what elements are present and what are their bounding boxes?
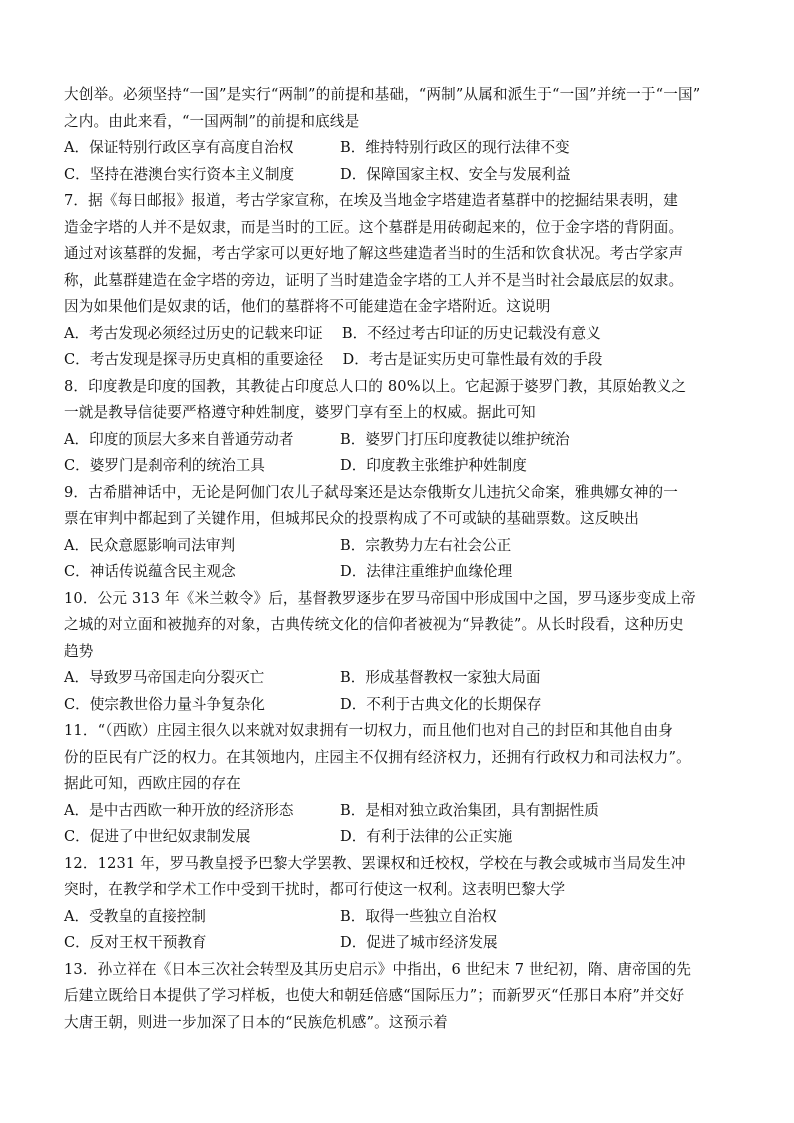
question-q8 <box>64 374 746 480</box>
option-row <box>64 824 746 851</box>
answer-option: D．保障国家主权、安全与发展利益 <box>340 165 571 183</box>
answer-option: C．使宗教世俗力量斗争复杂化 <box>64 695 265 713</box>
question-stem-line: 造金字塔的人并不是奴隶，而是当时的工匠。这个墓群是用砖砌起来的，位于金字塔的背阴面。 <box>64 218 684 236</box>
question-q13 <box>64 957 746 1037</box>
answer-option: B．婆罗门打压印度教徒以维护统治 <box>340 430 570 448</box>
answer-option: A．受教皇的直接控制 <box>64 907 206 925</box>
answer-option: A．印度的顶层大多来自普通劳动者 <box>64 430 294 448</box>
question-stem-line: 因为如果他们是奴隶的话，他们的墓群将不可能建造在金字塔附近。这说明 <box>64 298 551 315</box>
answer-option: A．保证特别行政区享有高度自治权 <box>64 139 294 156</box>
question-stem-line: 大唐王朝，则进一步加深了日本的“民族危机感”。这预示着 <box>64 1013 448 1031</box>
option-row <box>64 453 746 480</box>
option-row <box>64 533 746 560</box>
answer-option: D．有利于法律的公正实施 <box>340 828 513 845</box>
option-row <box>64 930 746 957</box>
answer-option: A．考古发现必须经过历史的记载来印证 B．不经过考古印证的历史记载没有意义 <box>64 324 601 342</box>
question-stem-line: 之城的对立面和被抛弃的对象，古典传统文化的信仰者被视为“异教徒”。从长时段看，这种历史 <box>64 616 684 633</box>
question-stem-line: 12．1231 年，罗马教皇授予巴黎大学罢教、罢课权和迁校权，学校在与教会或城市当局发生冲 <box>64 854 686 872</box>
question-stem-line: 趋势 <box>64 642 94 660</box>
option-row <box>64 427 746 454</box>
answer-option: B．形成基督教权一家独大局面 <box>340 669 541 686</box>
question-q11 <box>64 718 746 851</box>
answer-option: A．导致罗马帝国走向分裂灭亡 <box>64 669 265 686</box>
option-row <box>64 798 746 825</box>
answer-option: B．宗教势力左右社会公正 <box>340 536 512 554</box>
answer-option: B．是相对独立政治集团，具有割据性质 <box>340 801 599 819</box>
question-q6-tail <box>64 82 746 188</box>
question-stem-line: 之内。由此来看，“一国两制”的前提和底线是 <box>64 112 360 130</box>
question-stem-line: 称，此墓群建造在金字塔的旁边，证明了当时建造金字塔的工人并不是当时社会最底层的奴隶。 <box>64 271 684 289</box>
option-row <box>64 904 746 931</box>
answer-option: D．不利于古典文化的长期保存 <box>340 695 542 713</box>
question-stem-line: 7．据《每日邮报》报道，考古学家宣称，在埃及当地金字塔建造者墓群中的挖掘结果表明，建 <box>64 192 678 209</box>
question-stem-line: 13．孙立祥在《日本三次社会转型及其历史启示》中指出，6 世纪末 7 世纪初，隋、唐帝国的先 <box>64 960 692 978</box>
question-stem-line: 一就是教导信徒要严格遵守种姓制度，婆罗门享有至上的权威。据此可知 <box>64 404 536 421</box>
answer-option: D．印度教主张维护种姓制度 <box>340 457 527 474</box>
answer-option: B．维持特别行政区的现行法律不变 <box>340 139 570 156</box>
option-row <box>64 162 746 189</box>
answer-option: C．促进了中世纪奴隶制发展 <box>64 828 251 845</box>
question-stem-line: 据此可知，西欧庄园的存在 <box>64 775 241 792</box>
option-row <box>64 692 746 719</box>
option-row <box>64 665 746 692</box>
option-row <box>64 321 746 348</box>
answer-option: A．是中古西欧一种开放的经济形态 <box>64 801 294 819</box>
question-stem-line: 份的臣民有广泛的权力。在其领地内，庄园主不仅拥有经济权力，还拥有行政权力和司法权力”。 <box>64 748 691 766</box>
answer-option: C．坚持在港澳台实行资本主义制度 <box>64 165 295 183</box>
answer-option: C．神话传说蕴含民主观念 <box>64 563 236 580</box>
question-q12 <box>64 851 746 957</box>
answer-option: B．取得一些独立自治权 <box>340 907 497 925</box>
question-list <box>64 82 746 1036</box>
question-q9 <box>64 480 746 586</box>
answer-option: A．民众意愿影响司法审判 <box>64 536 236 554</box>
question-stem-line: 突时，在教学和学术工作中受到干扰时，都可行使这一权利。这表明巴黎大学 <box>64 881 566 898</box>
question-stem-line: 通过对该墓群的发掘，考古学家可以更好地了解这些建造者当时的生活和饮食状况。考古学家声 <box>64 245 684 262</box>
answer-option: D．法律注重维护血缘伦理 <box>340 563 513 580</box>
answer-option: C．反对王权干预教育 <box>64 934 207 951</box>
answer-option: C．婆罗门是刹帝利的统治工具 <box>64 457 265 474</box>
answer-option: C．考古发现是探寻历史真相的重要途径 D．考古是证实历史可靠性最有效的手段 <box>64 351 603 368</box>
option-row <box>64 559 746 586</box>
question-stem-line: 10．公元 313 年《米兰敕令》后，基督教罗逐步在罗马帝国中形成国中之国，罗马逐步变成上帝 <box>64 589 696 607</box>
question-q10 <box>64 586 746 719</box>
answer-option: D．促进了城市经济发展 <box>340 934 498 951</box>
question-stem-line: 11．“（西欧）庄园主很久以来就对奴隶拥有一切权力，而且他们也对自己的封臣和其他自由身 <box>64 722 673 739</box>
question-stem-line: 票在审判中都起到了关键作用，但城邦民众的投票构成了不可或缺的基础票数。这反映出 <box>64 510 640 527</box>
question-stem-line: 后建立既给日本提供了学习样板，也使大和朝廷倍感“国际压力”；而新罗灭“任那日本府”并交好 <box>64 987 685 1004</box>
question-stem-line: 9．古希腊神话中，无论是阿伽门农儿子弑母案还是达奈俄斯女儿违抗父命案，雅典娜女神的一 <box>64 483 678 501</box>
option-row <box>64 135 746 162</box>
question-stem-line: 8．印度教是印度的国教，其教徒占印度总人口的 80%以上。它起源于婆罗门教，其原始教义之 <box>64 377 687 395</box>
question-stem-line: 大创举。必须坚持“一国”是实行“两制”的前提和基础，“两制”从属和派生于“一国”并统一于“一国” <box>64 86 701 103</box>
option-row <box>64 347 746 374</box>
question-q7 <box>64 188 746 374</box>
